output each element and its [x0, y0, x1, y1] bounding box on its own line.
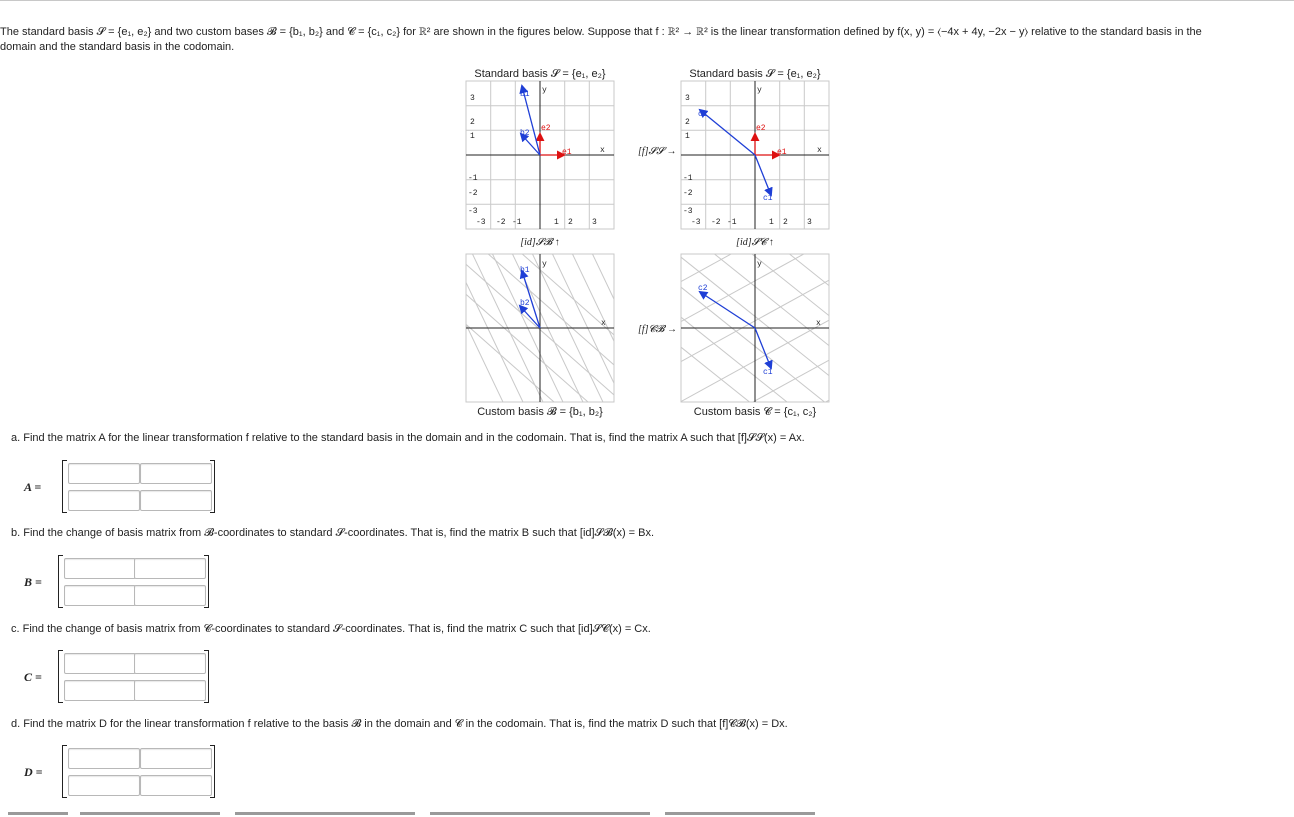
svg-text:y: y — [757, 86, 762, 95]
svg-text:-2: -2 — [468, 189, 478, 198]
matrix-a-entry-12[interactable] — [140, 463, 212, 484]
figure-title-custom-c: Custom basis 𝓒 = {c₁, c₂} — [693, 406, 817, 418]
matrix-a-entry-11[interactable] — [68, 463, 140, 484]
matrix-a-label: A = — [24, 480, 42, 494]
svg-text:e2: e2 — [756, 124, 766, 133]
svg-text:b2: b2 — [520, 129, 530, 138]
svg-text:c2: c2 — [698, 284, 708, 293]
svg-text:-1: -1 — [512, 218, 522, 227]
svg-text:-2: -2 — [683, 189, 693, 198]
matrix-d-entry-22[interactable] — [140, 775, 212, 796]
question-a: a. Find the matrix A for the linear transformation f relative to the standard basis in the domain and in the codomain. That is, find the matrix A such that [f]𝓢𝓢(x) = Ax. — [11, 432, 805, 444]
matrix-a-entry-21[interactable] — [68, 490, 140, 511]
svg-text:2: 2 — [783, 218, 788, 227]
label-f-custom: [f]𝓒𝓑 → — [638, 324, 677, 335]
label-f-standard: [f]𝓢𝓢 → — [638, 146, 677, 157]
matrix-c-label: C = — [24, 670, 42, 684]
svg-text:e1: e1 — [562, 148, 572, 157]
question-d: d. Find the matrix D for the linear transformation f relative to the basis 𝓑 in the domain and 𝓒 in the codomain. That is, find the matrix D such that [f]𝓒𝓑(x) = Dx. — [11, 718, 788, 730]
svg-text:3: 3 — [592, 218, 597, 227]
label-id-c: [id]𝓢𝓒 ↑ — [736, 237, 774, 248]
intro-line-2: domain and the standard basis in the codomain. — [0, 41, 235, 53]
basis-figures-svg — [462, 62, 842, 422]
svg-text:b2: b2 — [520, 299, 530, 308]
label-id-b: [id]𝓢𝓑 ↑ — [520, 237, 560, 248]
svg-text:2: 2 — [470, 118, 475, 127]
svg-text:2: 2 — [568, 218, 573, 227]
svg-text:2: 2 — [685, 118, 690, 127]
svg-text:-3: -3 — [683, 207, 693, 216]
svg-text:c2: c2 — [698, 110, 708, 119]
next-question-cutoff — [0, 810, 1294, 817]
figure-title-standard-right: Standard basis 𝓢 = {e₁, e₂} — [689, 68, 821, 80]
question-c: c. Find the change of basis matrix from 𝓒-coordinates to standard 𝓢-coordinates. That is, find the matrix C such that [id]𝓢𝓒(x) = Cx. — [11, 623, 651, 635]
matrix-d-left-bracket — [62, 745, 67, 798]
matrix-b-entry-12[interactable] — [134, 558, 206, 579]
matrix-b-left-bracket — [58, 555, 63, 608]
problem-intro — [0, 25, 1290, 55]
matrix-c-left-bracket — [58, 650, 63, 703]
matrix-d-label: D = — [24, 765, 43, 779]
matrix-d-right-bracket — [210, 745, 215, 798]
svg-text:-3: -3 — [468, 207, 478, 216]
intro-line-1: The standard basis 𝓢 = {e₁, e₂} and two custom bases 𝓑 = {b₁, b₂} and 𝓒 = {c₁, c₂} for ℝ² are shown in the figures below. Suppose that f : ℝ² → ℝ² is the linear transformation defined by f(x, y) = ⟨−4x + 4y, −2x − y⟩ relative to the standard basis in the — [0, 26, 1202, 38]
matrix-d-entry-21[interactable] — [68, 775, 140, 796]
svg-text:-3: -3 — [691, 218, 701, 227]
svg-text:-1: -1 — [468, 174, 478, 183]
svg-text:3: 3 — [470, 94, 475, 103]
matrix-c-entry-12[interactable] — [134, 653, 206, 674]
svg-text:b1: b1 — [520, 90, 530, 99]
svg-text:1: 1 — [685, 132, 690, 141]
svg-text:1: 1 — [554, 218, 559, 227]
svg-text:x: x — [601, 319, 606, 328]
matrix-c-entry-21[interactable] — [64, 680, 136, 701]
matrix-a-left-bracket — [62, 460, 67, 513]
svg-text:-1: -1 — [727, 218, 737, 227]
matrix-b-label: B = — [24, 575, 42, 589]
matrix-c-right-bracket — [204, 650, 209, 703]
svg-text:c1: c1 — [763, 368, 773, 377]
svg-text:y: y — [542, 260, 547, 269]
matrix-c-entry-22[interactable] — [134, 680, 206, 701]
matrix-b-right-bracket — [204, 555, 209, 608]
svg-text:y: y — [542, 86, 547, 95]
svg-text:-1: -1 — [683, 174, 693, 183]
matrix-b-entry-21[interactable] — [64, 585, 136, 606]
top-divider — [0, 0, 1294, 1]
svg-text:e2: e2 — [541, 124, 551, 133]
svg-text:1: 1 — [470, 132, 475, 141]
matrix-c-entry-11[interactable] — [64, 653, 136, 674]
matrix-d-entry-12[interactable] — [140, 748, 212, 769]
svg-text:-2: -2 — [711, 218, 721, 227]
figure-title-standard-left: Standard basis 𝓢 = {e₁, e₂} — [474, 68, 606, 80]
svg-text:b1: b1 — [520, 266, 530, 275]
svg-text:x: x — [600, 146, 605, 155]
matrix-b-entry-11[interactable] — [64, 558, 136, 579]
svg-text:e1: e1 — [777, 148, 787, 157]
svg-text:-2: -2 — [496, 218, 506, 227]
svg-text:3: 3 — [807, 218, 812, 227]
matrix-d-entry-11[interactable] — [68, 748, 140, 769]
matrix-a-entry-22[interactable] — [140, 490, 212, 511]
svg-text:3: 3 — [685, 94, 690, 103]
question-b: b. Find the change of basis matrix from 𝓑-coordinates to standard 𝓢-coordinates. That is, find the matrix B such that [id]𝓢𝓑(x) = Bx. — [11, 527, 655, 539]
svg-text:y: y — [757, 260, 762, 269]
matrix-a-right-bracket — [210, 460, 215, 513]
svg-text:x: x — [817, 146, 822, 155]
svg-text:1: 1 — [769, 218, 774, 227]
svg-text:x: x — [816, 319, 821, 328]
svg-text:c1: c1 — [763, 194, 773, 203]
figure-title-custom-b: Custom basis 𝓑 = {b₁, b₂} — [477, 406, 603, 418]
basis-figures — [462, 62, 842, 422]
svg-text:-3: -3 — [476, 218, 486, 227]
matrix-b-entry-22[interactable] — [134, 585, 206, 606]
